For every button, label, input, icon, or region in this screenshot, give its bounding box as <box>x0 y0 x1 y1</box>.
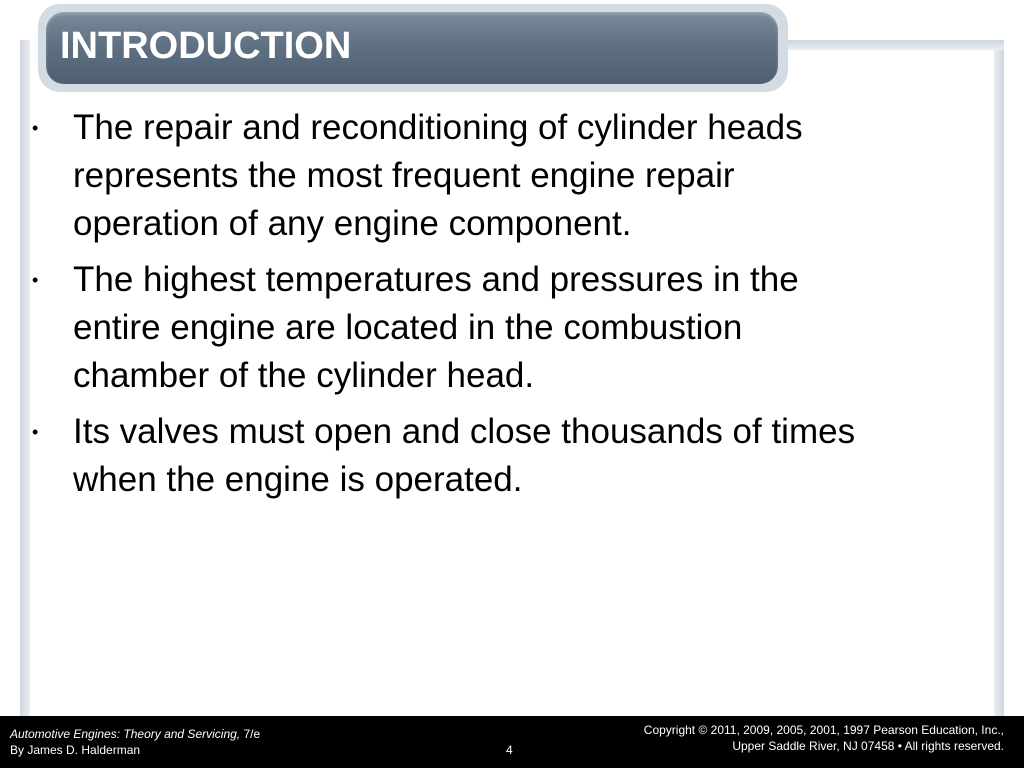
footer-book-title: Automotive Engines: Theory and Servicing, <box>10 727 241 741</box>
footer-copyright-line1: Copyright © 2011, 2009, 2005, 2001, 1997 Pearson Education, Inc., <box>643 723 1004 737</box>
bullet-text <box>73 256 799 400</box>
bullet-line: Its valves must open and close thousands of times <box>73 412 856 451</box>
footer-book-line <box>10 726 260 742</box>
bullet-line: chamber of the cylinder head. <box>73 356 535 395</box>
footer-book-info <box>10 726 260 758</box>
frame-right-border <box>994 40 1004 716</box>
bullet-line: entire engine are located in the combustion <box>73 308 743 347</box>
bullet-list <box>30 104 980 512</box>
bullet-marker: • <box>32 422 39 442</box>
bullet-item-2 <box>30 256 980 400</box>
slide-title: INTRODUCTION <box>60 25 352 67</box>
bullet-marker: • <box>32 118 39 138</box>
bullet-marker: • <box>32 270 39 290</box>
bullet-line: The highest temperatures and pressures in the <box>73 260 799 299</box>
footer-bar <box>0 716 1024 768</box>
bullet-item-3 <box>30 408 980 504</box>
footer-author: By James D. Halderman <box>10 743 141 757</box>
bullet-text <box>73 408 855 504</box>
bullet-text <box>73 104 803 248</box>
frame-left-border <box>20 40 30 716</box>
bullet-line: The repair and reconditioning of cylinder heads <box>73 108 803 147</box>
footer-edition: 7/e <box>240 727 261 741</box>
footer-page-number: 4 <box>506 743 513 757</box>
frame-top-border <box>780 40 1004 50</box>
bullet-item-1 <box>30 104 980 248</box>
footer-copyright <box>644 722 1004 754</box>
footer-copyright-line2: Upper Saddle River, NJ 07458 • All rights reserved. <box>732 739 1004 753</box>
bullet-line: when the engine is operated. <box>73 460 523 499</box>
bullet-line: operation of any engine component. <box>73 204 632 243</box>
bullet-line: represents the most frequent engine repair <box>73 156 735 195</box>
